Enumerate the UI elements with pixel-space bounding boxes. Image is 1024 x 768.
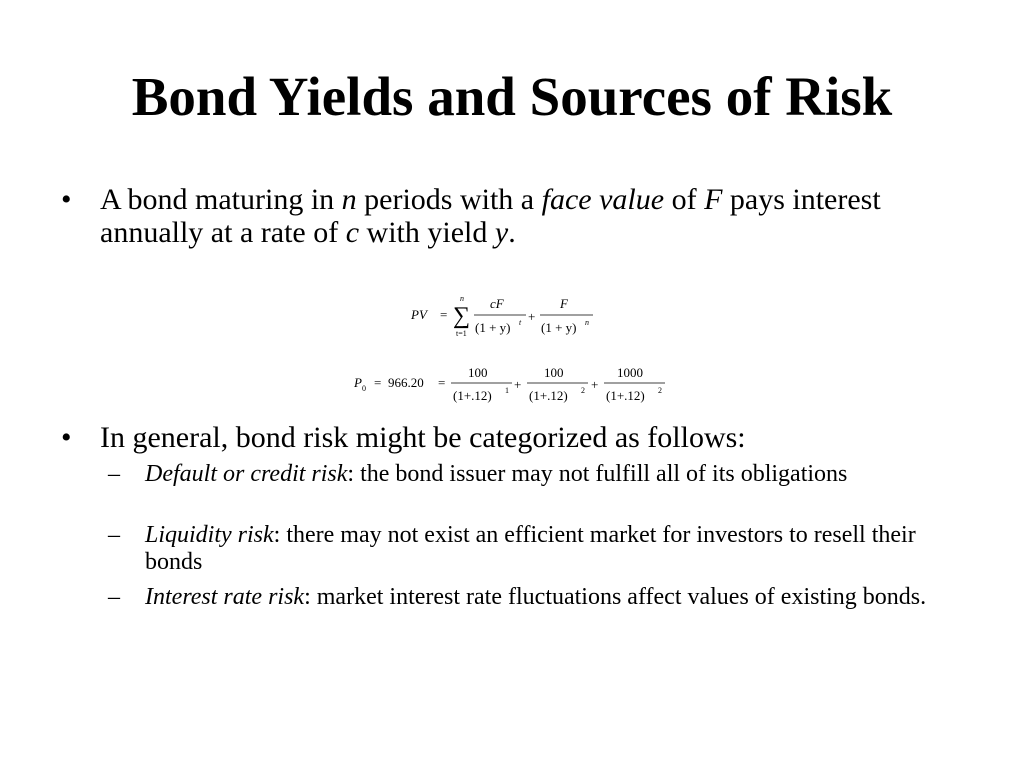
term1-denominator: (1+.12) xyxy=(453,388,492,403)
plus-sign-1: + xyxy=(514,377,522,392)
term2-denominator: (1+.12) xyxy=(529,388,568,403)
sub-bullet-marker: – xyxy=(108,522,120,548)
pv-symbol: PV xyxy=(411,307,427,322)
sub-bullet-interest-rate-risk xyxy=(108,584,948,611)
present-value-formula-svg xyxy=(400,288,610,344)
plus-sign-2: + xyxy=(591,377,599,392)
bullet-marker: • xyxy=(61,421,72,454)
term1-numerator: 100 xyxy=(468,365,488,380)
term2-denominator: (1 + y) xyxy=(541,320,577,335)
price-symbol: P xyxy=(354,375,362,390)
bullet-item-bond-definition xyxy=(61,183,961,249)
bullet-item-risk-categories xyxy=(61,421,961,454)
risk-description: : there may not exist an efficient market for investors to resell their bonds xyxy=(145,522,916,575)
term3-numerator: 1000 xyxy=(617,365,643,380)
price-value: 966.20 xyxy=(388,375,424,390)
term2-exponent: 2 xyxy=(581,386,585,395)
sub-bullet-marker: – xyxy=(108,461,120,487)
risk-description: : market interest rate fluctuations affect values of existing bonds. xyxy=(304,584,927,610)
sub-bullet-liquidity-risk xyxy=(108,522,948,576)
price-subscript: 0 xyxy=(362,384,366,393)
present-value-formula xyxy=(400,288,610,349)
term2-numerator: 100 xyxy=(544,365,564,380)
risk-description: : the bond issuer may not fulfill all of its obligations xyxy=(347,461,848,487)
slide-title: Bond Yields and Sources of Risk xyxy=(131,66,893,127)
bond-price-example-formula xyxy=(350,360,670,415)
sum-upper-limit: n xyxy=(460,294,464,303)
summation-sigma: ∑ xyxy=(453,303,471,329)
term3-denominator: (1+.12) xyxy=(606,388,645,403)
bullet-marker: • xyxy=(61,183,72,216)
equals-sign: = xyxy=(440,307,448,322)
risk-term: Interest rate risk xyxy=(145,584,305,610)
sub-bullet-text xyxy=(145,522,948,576)
risk-term: Liquidity risk xyxy=(145,522,274,548)
bond-price-example-svg xyxy=(350,360,670,410)
term3-exponent: 2 xyxy=(658,386,662,395)
term2-exponent: n xyxy=(585,318,589,327)
sub-bullet-default-risk xyxy=(108,461,948,488)
risk-term: Default or credit risk xyxy=(145,461,348,487)
plus-sign: + xyxy=(528,309,536,324)
bullet-text: In general, bond risk might be categorized as follows: xyxy=(100,421,746,454)
sub-bullet-text xyxy=(145,584,948,611)
equals-sign-2: = xyxy=(438,375,446,390)
term1-exponent: 1 xyxy=(505,386,509,395)
sub-bullet-marker: – xyxy=(108,584,120,610)
term2-numerator: F xyxy=(560,296,568,311)
bullet-text: A bond maturing in n periods with a face value of F pays interest annually at a rate of c with yield y. xyxy=(100,183,881,249)
term1-denominator: (1 + y) xyxy=(475,320,511,335)
equals-sign-1: = xyxy=(374,375,382,390)
term1-exponent: t xyxy=(519,318,522,327)
sum-lower-limit: t=1 xyxy=(456,329,467,338)
sub-bullet-text xyxy=(145,461,948,488)
term1-numerator: cF xyxy=(490,296,504,311)
